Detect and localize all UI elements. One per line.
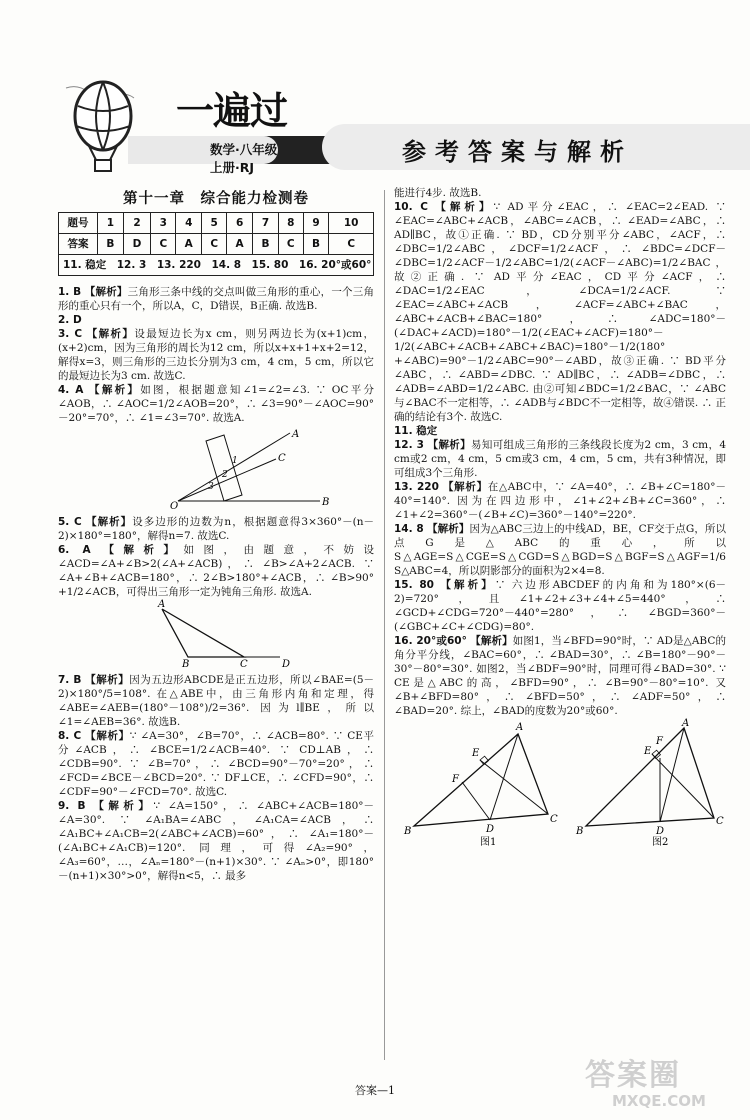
point-label-b: B [322,497,330,508]
point-label-b: B [576,826,584,837]
solution-item: 9. B 【解析】∵ ∠A=150°，∴ ∠ABC+∠ACB=180°－∠A=30°. ∵ ∠A₁BA=∠ABC，∠A₁CA=∠ACB，∴ ∠A₁BC+∠A₁CB=2(∠ABC+∠ACB)=60°，∴ ∠A₁=180°－(∠A₁BC+∠A₁CB)=120°. 同理，可得∠A₂=90°，∠A₃=60°，…，∠Aₙ=180°－(n+1)×30°. ∵ ∠Aₙ>0°，即180°－(n+1)×30°>0°，解得n<5，∴ 最多 [58,800,375,882]
angle-label-3: 3 [208,482,214,492]
angle-label-2: 2 [222,470,228,480]
point-label-d: D [486,824,495,835]
watermark-site: MXQE.COM [612,1092,706,1110]
solution-item: 12. 3 【解析】易知可组成三角形的三条线段长度为2 cm，3 cm，4 cm或2 cm，4 cm，5 cm或3 cm，4 cm，5 cm，共有3种情况，即可组成3个三角形. [394,439,727,479]
point-label-d: D [282,659,291,669]
brand-logo: 一遍过 [176,89,288,133]
point-label-e: E [472,748,480,759]
chapter-title: 第十一章 综合能力检测卷 [123,191,309,207]
table-cell: C [278,234,303,255]
point-label-e: E [644,746,652,757]
table-cell: C [151,234,176,255]
table-cell: A [227,234,253,255]
solution-item: 6. A 【解析】如图，由题意，不妨设∠ACD=∠A+∠B>2(∠A+∠ACB)，∴ ∠B>∠A+2∠ACB. ∵ ∠A+∠B+∠ACB=180°，∴ 2∠B>180°+∠ACB，∴ ∠B>90°+1/2∠ACB，可得出三角形一定为钝角三角形. 故选A. [58,544,375,598]
point-label-b: B [404,826,412,837]
table-cell: C [202,234,227,255]
point-label-f: F [452,774,459,785]
table-cell: 题号 [59,213,98,234]
fill-answers-cell: 11. 稳定 12. 3 13. 220 14. 8 15. 80 16. 20°或60° [59,255,374,276]
table-cell: C [329,234,374,255]
table-cell: 10 [329,213,374,234]
solution-item: 14. 8 【解析】因为△ABC三边上的中线AD，BE，CF交于点G，所以点G是△ABC的重心，所以S△AGE=S△CGE=S△CGD=S△BGD=S△BGF=S△AGF=1/6 S△ABC=4，所以阴影部分的面积为2×4=8. [394,523,727,577]
right-column [394,186,726,852]
solution-item: 8. C 【解析】∵ ∠A=30°，∠B=70°，∴ ∠ACB=80°. ∵ CE平分∠ACB，∴ ∠BCE=1/2∠ACB=40°. ∵ CD⊥AB，∴ ∠CDB=90°. ∵ ∠B=70°，∴ ∠BCD=90°－70°=20°，∴ ∠FCD=∠BCE－∠BCD=20°. ∵ DF⊥CE，∴ ∠CFD=90°，∴ ∠CDF=90°－∠FCD=70°. 故选C. [58,730,375,798]
solution-item: 2. D [58,314,82,326]
solution-item: 1. B 【解析】三角形三条中线的交点叫做三角形的重心，一个三角形的重心只有一个，所以A，C，D错误，B正确. 故选B. [58,286,375,312]
page-header [52,68,700,178]
table-cell: 4 [176,213,202,234]
point-label-o: O [170,501,179,511]
table-cell: B [253,234,279,255]
point-label-b: B [182,659,190,669]
table-cell: 7 [253,213,279,234]
point-label-c: C [716,816,724,827]
solution-item: 13. 220 【解析】在△ABC中，∵ ∠A=40°，∴ ∠B+∠C=180°－40°=140°. 因为在四边形中，∠1+∠2+∠B+∠C=360°，∴ ∠1+∠2=360°－(∠B+∠C)=360°－140°=220°. [394,481,726,521]
table-cell: A [176,234,202,255]
figure-q6 [58,599,374,669]
page-number: 答案—1 [355,1084,395,1097]
figure-1 [403,722,558,848]
point-label-a: A [292,429,300,440]
point-label-a: A [682,718,690,729]
angle-label-1: 1 [232,456,238,466]
solution-item: 5. C 【解析】设多边形的边数为n，根据题意得3×360°－(n－2)×180°=180°，解得n=7. 故选C. [58,516,375,542]
solution-item: 15. 80 【解析】∵ 六边形ABCDEF的内角和为180°×(6－2)=720°，且∠1+∠2+∠3+∠4+∠5=440°，∴ ∠GCD+∠CDG=720°－440°=280°，∴ ∠BGD=360°－(∠GBC+∠C+∠CDG)=80°. [394,579,727,633]
watermark-logo: 答案圈 [585,1058,681,1093]
solution-item: 4. A 【解析】如图，根据题意知∠1=∠2=∠3. ∵ OC平分∠AOB，∴ ∠AOC=1/2∠AOB=20°，∴ ∠3=90°－∠AOC=90°－20°=70°，∴ ∠1=∠3=70°. 故选A. [58,384,375,424]
table-cell: 2 [123,213,151,234]
table-cell: B [303,234,329,255]
solution-item: 10. C 【解析】∵ AD平分∠EAC，∴ ∠EAC=2∠EAD. ∵ ∠EAC=∠ABC+∠ACB，∠ABC=∠ACB，∴ ∠EAD=∠ABC，∴ AD∥BC，故①正确. ∵ BD，CD分别平分∠ABC，∠ACF，∴ ∠DBC=1/2∠ABC，∠DCF=1/2∠ACF，∴ ∠BDC=∠DCF－∠DBC=1/2∠ACF－1/2∠ABC=1/2(∠ACF－∠ABC)=1/2∠BAC，故②正确. ∵ AD平分∠EAC，CD平分∠ACF，∴ ∠DAC=1/2∠EAC，∠DCA=1/2∠ACF. ∵ ∠EAC=∠ABC+∠ACB，∠ACF=∠ABC+∠BAC，∠ABC+∠ACB+∠BAC=180°，∴ ∠ADC=180°－(∠DAC+∠ACD)=180°－1/2(∠EAC+∠ACF)=180°－1/2(∠ABC+∠ACB+∠ABC+∠BAC)=180°－1/2(180°+∠ABC)=90°－1/2∠ABC=90°－∠ABD，故③正确. ∵ BD平分∠ABC，∴ ∠ABD=∠DBC. ∵ AD∥BC，∴ ∠ADB=∠DBC，∴ ∠ADB=∠ABD=1/2∠ABC. 由②可知∠BDC=1/2∠BAC，∵ ∠ABC与∠BAC不一定相等，∴ ∠ADB与∠BDC不一定相等，故④错误. ∴ 正确的结论有3个. 故选C. [394,201,726,423]
answer-title: 参考答案与解析 [402,137,633,166]
table-cell: 1 [98,213,124,234]
point-label-a: A [516,722,524,733]
table-cell: 3 [151,213,176,234]
figures-q16 [394,718,726,848]
solution-item: 11. 稳定 [394,425,438,437]
solution-item: 能进行4步. 故选B. [394,187,482,199]
table-cell: 8 [278,213,303,234]
figure-caption: 图1 [480,837,497,848]
figure-2 [575,718,724,848]
column-divider [384,190,385,1060]
solution-item: 3. C 【解析】设最短边长为x cm，则另两边长为(x+1)cm，(x+2)cm，因为三角形的周长为12 cm，所以x+x+1+x+2=12，解得x=3，则三角形的三边长分别为3 cm，4 cm，5 cm，所以它的最短边长为3 cm. 故选C. [58,328,375,382]
left-column [58,186,374,883]
solution-item: 16. 20°或60° 【解析】如图1，当∠BFD=90°时，∵ AD是△ABC的角分平分线，∠BAC=60°，∴ ∠BAD=30°，∴ ∠B=180°－90°－30°－80°=30°. 如图2，当∠BDF=90°时，同理可得∠BAD=30°. ∵ CE是△ABC的高，∠BFD=90°，∴ ∠B=90°－80°=10°. 又∠B+∠BFD=80°，∴ ∠BFD=50°，∴ ∠ADF=50°，∴ ∠BAD=20°. 综上，∠BAD的度数为20°或60°. [394,635,726,717]
table-cell: 9 [303,213,329,234]
point-label-c: C [240,659,248,669]
point-label-f: F [656,736,663,747]
table-row [59,213,374,234]
table-cell: 5 [202,213,227,234]
table-cell: D [123,234,151,255]
answer-banner [322,124,750,170]
table-row [59,255,374,276]
solution-item: 7. B 【解析】因为五边形ABCDE是正五边形，所以∠BAE=(5－2)×180°/5=108°. 在△ABE中，由三角形内角和定理，得∠ABE=∠AEB=(180°－108°)/2=36°. 因为l∥BE，所以∠1=∠AEB=36°. 故选B. [58,674,374,728]
table-row [59,234,374,255]
subtitle: 数学·八年级上册·RJ [210,142,278,175]
table-cell: B [98,234,124,255]
point-label-d: D [656,826,665,837]
answer-table [58,212,374,276]
point-label-a: A [158,599,166,610]
point-label-c: C [278,453,286,464]
table-cell: 6 [227,213,253,234]
figure-caption: 图2 [652,837,669,848]
table-cell: 答案 [59,234,98,255]
figure-q4 [58,425,374,511]
point-label-c: C [550,814,558,825]
